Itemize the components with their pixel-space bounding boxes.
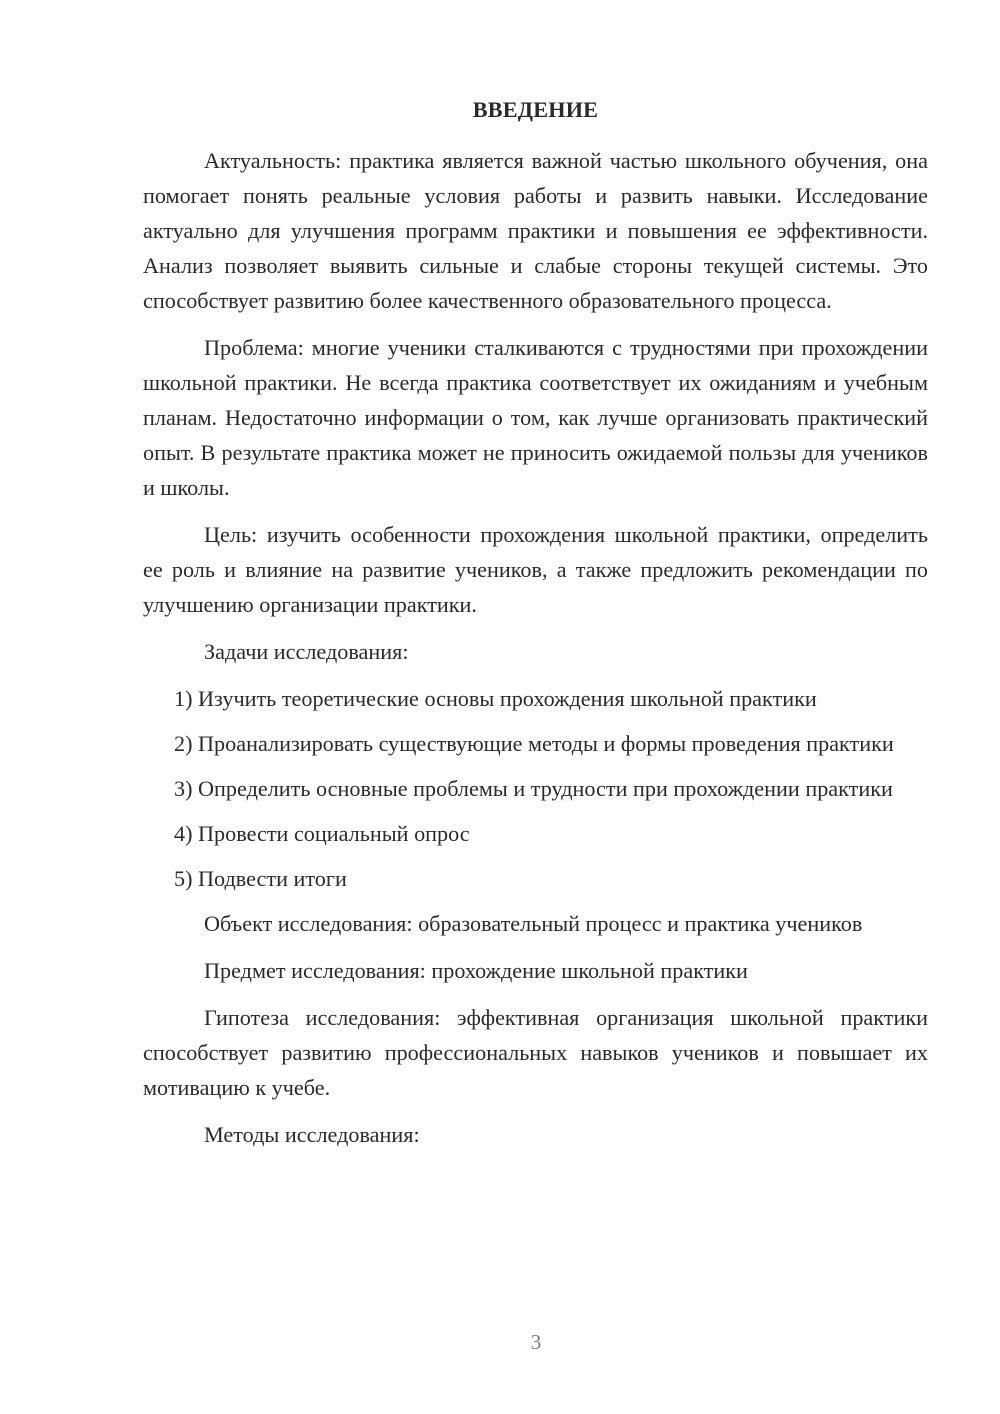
problem-paragraph: Проблема: многие ученики сталкиваются с трудностями при прохождении школьной практики. Не всегда практика соответствует их ожиданиям и учебным планам. Недостаточно информации о том, как лучше организовать практический опыт. В результате практика может не приносить ожидаемой пользы для учеников и школы. [143, 335, 928, 500]
relevance-paragraph: Актуальность: практика является важной частью школьного обучения, она помогает понять реальные условия работы и развить навыки. Исследование актуально для улучшения программ практики и повышения ее эффективности. Анализ позволяет выявить сильные и слабые стороны текущей системы. Это способствует развитию более качественного образовательного процесса. [143, 148, 928, 313]
task-item-2: 2) Проанализировать существующие методы и формы проведения практики [174, 731, 894, 756]
task-item-4: 4) Провести социальный опрос [174, 821, 470, 846]
object-paragraph: Объект исследования: образовательный процесс и практика учеников [204, 911, 863, 936]
hypothesis-paragraph: Гипотеза исследования: эффективная организация школьной практики способствует развитию профессиональных навыков учеников и повышает их мотивацию к учебе. [143, 1005, 928, 1100]
task-item-3: 3) Определить основные проблемы и трудности при прохождении практики [174, 776, 893, 801]
methods-heading: Методы исследования: [204, 1122, 420, 1147]
page-content [143, 92, 928, 1164]
task-item-5: 5) Подвести итоги [174, 866, 347, 891]
goal-paragraph: Цель: изучить особенности прохождения школьной практики, определить ее роль и влияние на развитие учеников, а также предложить рекомендации по улучшению организации практики. [143, 522, 928, 617]
page-number: 3 [530, 1330, 542, 1354]
tasks-heading: Задачи исследования: [204, 639, 409, 664]
subject-paragraph: Предмет исследования: прохождение школьной практики [204, 958, 748, 983]
section-title: ВВЕДЕНИЕ [472, 97, 599, 122]
task-item-1: 1) Изучить теоретические основы прохождения школьной практики [174, 686, 817, 711]
